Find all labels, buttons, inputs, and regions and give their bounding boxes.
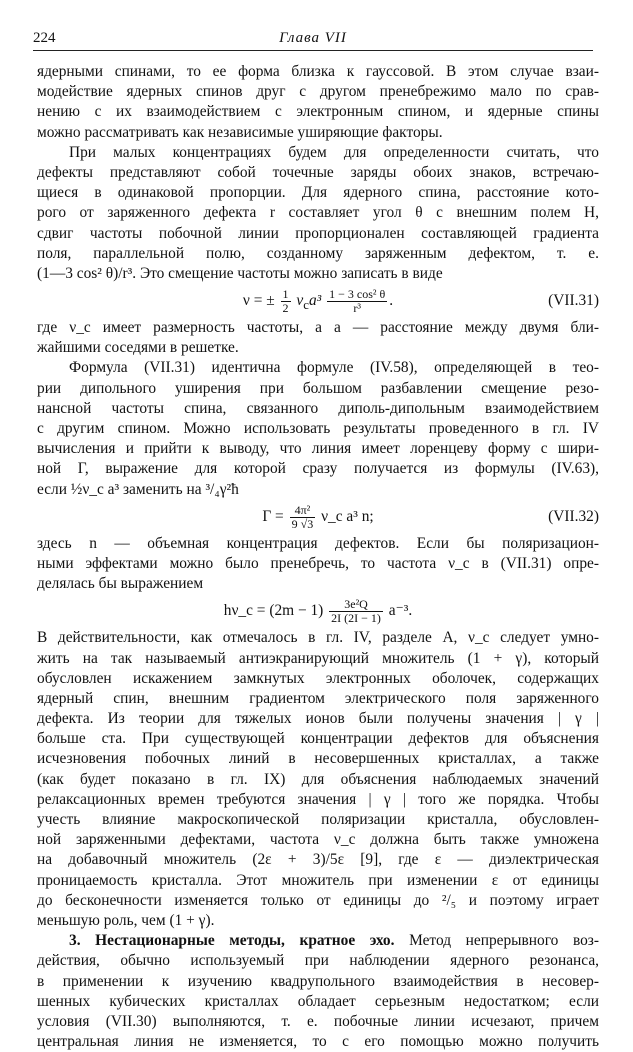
text-line: дефекта. Из теории для тяжелых ионов были получены значения | γ | bbox=[37, 710, 599, 728]
eq-lhs: hν_c = (2m − 1) bbox=[223, 602, 324, 620]
eq-a3: a³ bbox=[308, 292, 322, 310]
text-line: релаксационных времен требуются значения | γ | того же порядка. Чтобы bbox=[37, 790, 599, 808]
equation-vii-31 bbox=[37, 284, 599, 318]
text-line: рого от заряженного дефекта r составляет угол θ с внешним полем H, bbox=[37, 204, 599, 222]
text-line: если ½ν_c a³ заменить на ³/₄γ²ħ bbox=[37, 480, 239, 498]
eq-lhs: ν = ± bbox=[242, 292, 275, 310]
eq-rhs: ν_c a³ n; bbox=[321, 507, 374, 525]
chapter-title: Глава VII bbox=[279, 30, 347, 46]
text-line: в применении к изучению квадрупольного взаимодействия в несовер- bbox=[37, 972, 599, 990]
text-line: ядерными спинами, то ее форма близка к гауссовой. В этом случае взаи- bbox=[37, 63, 599, 80]
angle-fraction: $\frac{\text{1 − 3 cos² θ}}{\text{r³}}$ bbox=[329, 287, 386, 316]
equation-vii-32 bbox=[37, 500, 599, 534]
text-line: жайшими соседями в решетке. bbox=[37, 339, 239, 357]
text-line: исчезновения побочных линий в несовершенных кристаллах, а также bbox=[37, 750, 599, 768]
text-line: рии дипольного уширения при большом разбавлении смещение резо- bbox=[37, 379, 599, 397]
text-line: щиеся в одинаковой пропорции. Для ядерного спина, расстояние кото- bbox=[37, 184, 599, 202]
text-line: центральная линия не изменяется, то с его помощью можно получить bbox=[37, 1033, 599, 1051]
section-heading-line bbox=[37, 931, 599, 951]
text-line: до бесконечности изменяется только от единицы до ²/₅ и поэтому играет bbox=[37, 891, 599, 909]
text-line: можно рассматривать как независимые уширяющие факторы. bbox=[37, 123, 443, 141]
equation-number: (VII.31) bbox=[548, 292, 599, 310]
eq-end: . bbox=[389, 292, 394, 310]
text-line: дефекты представляют собой точечные заряды обоих знаков, встречаю- bbox=[37, 163, 599, 181]
eq-lhs: Γ = bbox=[262, 507, 284, 525]
text-line: меньшую роль, чем (1 + γ). bbox=[37, 911, 215, 929]
text-line: действия, обычно используемый при наблюдении ядерного резонанса, bbox=[37, 952, 599, 970]
eq-nu-sub: c bbox=[303, 298, 309, 313]
text-line: (как будет показано в гл. IX) для объяснения наблюдаемых значений bbox=[37, 770, 599, 788]
text-line: сдвиг частоты побочной линии пропорционален составляющей градиента bbox=[37, 224, 599, 242]
text-line: ной заряженными дефектами, частота ν_c должна быть также умножена bbox=[37, 831, 599, 849]
text-line: условия (VII.30) выполняются, т. е. побочные линии исчезают, причем bbox=[37, 1012, 599, 1030]
equation-nu-c bbox=[37, 594, 599, 628]
half-fraction: $\frac{1}{2}$ bbox=[282, 287, 289, 316]
text-line: В действительности, как отмечалось в гл. IV, разделе A, ν_c следует умно- bbox=[37, 629, 599, 647]
running-header bbox=[33, 28, 593, 51]
equation-number: (VII.32) bbox=[548, 507, 599, 525]
page-number: 224 bbox=[33, 30, 56, 46]
text-line: ными эффектами можно было пренебречь, то частота ν_c в (VII.31) опре- bbox=[37, 554, 599, 572]
text-line: поля, параллельной полю, созданному заряженным дефектом, т. е. bbox=[37, 244, 599, 262]
body-text bbox=[37, 62, 599, 1052]
text-line: обусловлен искажением замкнутых электронных оболочек, содержащих bbox=[37, 669, 599, 687]
text-line: на добавочный множитель (2ε + 3)/5ε [9], где ε — диэлектрическая bbox=[37, 851, 599, 869]
text-line: здесь n — объемная концентрация дефектов. Если бы поляризацион- bbox=[37, 534, 599, 552]
text-line: модействие ядерных спинов друг с другом пренебрежимо мало по срав- bbox=[37, 83, 599, 101]
text-line: вычисления и прийти к выводу, что линия имеет лоренцеву форму с шири- bbox=[37, 440, 599, 458]
text-line: больше ста. При существующей концентрации дефектов для объяснения bbox=[37, 730, 599, 748]
text-line: При малых концентрациях будем для определенности считать, что bbox=[69, 143, 599, 161]
quad-fraction: $\frac{\text{3e²Q}}{2I (2I - 1)}$ bbox=[331, 597, 381, 626]
pi-fraction: $\frac{\text{4π²}}{9 √3}$ bbox=[291, 502, 314, 531]
text-line: жить на так называемый антиэкранирующий множитель (1 + γ), который bbox=[37, 649, 599, 667]
text-line: учесть влияние макроскопической поляризации кристалла, обусловлен- bbox=[37, 811, 599, 828]
eq-nu: ν bbox=[296, 292, 304, 310]
text-line: шенных кубических кристаллах обладает серьезным недостатком; если bbox=[37, 992, 599, 1010]
section-heading: 3. Нестационарные методы, кратное эхо. bbox=[69, 932, 395, 950]
text-line: с другим спином. Можно использовать результаты проведенного в гл. IV bbox=[37, 420, 599, 437]
text-line: делялась бы выражением bbox=[37, 575, 204, 593]
text-line: нению с их взаимодействием с электронным спином, и ядерные спины bbox=[37, 103, 599, 121]
section-text: Метод непрерывного воз- bbox=[409, 932, 600, 950]
text-line: где ν_c имеет размерность частоты, а a — расстояние между двумя бли- bbox=[37, 319, 599, 337]
text-line: (1—3 cos² θ)/r³. Это смещение частоты можно записать в виде bbox=[37, 264, 443, 282]
text-line: проницаемость кристалла. Этот множитель при изменении ε от единицы bbox=[37, 871, 599, 889]
text-line: ядерный спин, внешним градиентом электрического поля заряженного bbox=[37, 689, 599, 707]
text-line: нансной частоты спина, связанного диполь-дипольным взаимодействием bbox=[37, 399, 599, 417]
text-line: Формула (VII.31) идентична формуле (IV.58), определяющей в тео- bbox=[69, 359, 599, 377]
text-line: ной Γ, выражение для которой сразу получается из формулы (IV.63), bbox=[37, 460, 599, 478]
eq-rhs: a⁻³. bbox=[388, 602, 413, 620]
